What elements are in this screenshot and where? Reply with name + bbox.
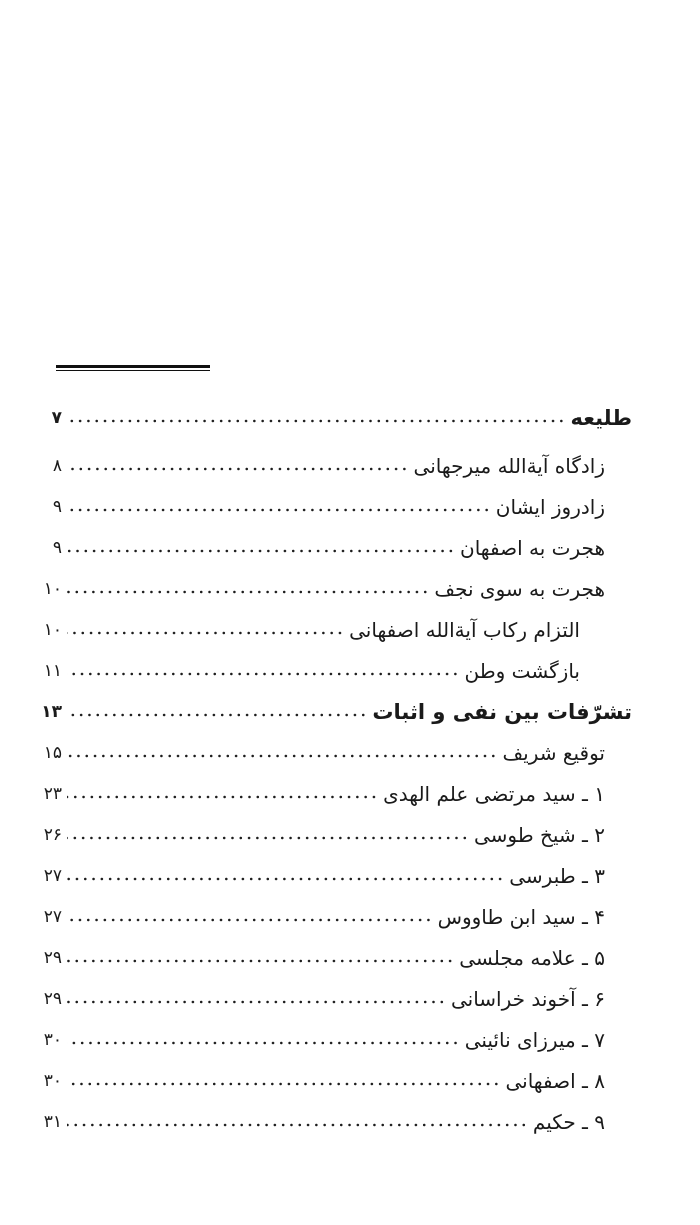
dot-leader [67,1030,460,1050]
toc-entry [38,773,632,814]
toc-entry [38,650,632,691]
toc-entry [38,1101,632,1142]
toc-entry [38,978,632,1019]
toc-entry-title: ۵ ـ علامه مجلسی [459,945,605,970]
toc-entry-title: طلیعه [570,405,632,430]
dot-leader [67,538,455,558]
toc-entry-page-number: ۲۶ [43,824,62,845]
toc-entry [38,568,632,609]
toc-entry-title: هجرت به اصفهان [460,535,605,560]
dot-leader [67,408,565,428]
toc-entry-title: هجرت به سوی نجف [434,576,605,601]
dot-leader [67,456,409,476]
toc-entry-title: ۹ ـ حکیم [532,1109,605,1134]
toc-entry-page-number: ۲۷ [43,906,62,927]
dot-leader [67,1112,528,1132]
toc-entry [38,397,632,438]
dot-leader [67,948,454,968]
toc-entry [38,609,632,650]
dot-leader [67,661,460,681]
dot-leader [67,702,367,722]
toc-entry-page-number: ۱۵ [43,742,62,763]
toc-entry-page-number: ۲۹ [43,988,62,1009]
toc-entry-page-number: ۹ [52,496,62,517]
toc-entry [38,896,632,937]
toc-entry-page-number: ۱۰ [43,619,62,640]
toc-entry-page-number: ۲۷ [43,865,62,886]
toc-entry-title: ۴ ـ سید ابن طاووس [437,904,605,929]
toc-entry-title: ۸ ـ اصفهانی [505,1068,605,1093]
toc-entry-title: زادروز ایشان [495,494,605,519]
toc-entry [38,1060,632,1101]
toc-entry-page-number: ۷ [51,407,62,428]
toc-entry [38,855,632,896]
toc-entry-page-number: ۱۱ [43,660,62,681]
toc-entry-page-number: ۱۰ [43,578,62,599]
toc-entry-page-number: ۹ [52,537,62,558]
toc-entry-title: تشرّفات بین نفی و اثبات [372,699,632,724]
toc-entry [38,691,632,732]
toc-entry-title: ۲ ـ شیخ طوسی [473,822,605,847]
toc-entry-page-number: ۸ [52,455,62,476]
toc-entry-page-number: ۳۰ [43,1070,62,1091]
toc-entry-title: ۷ ـ میرزای نائینی [464,1027,605,1052]
toc-entry-page-number: ۲۳ [43,783,62,804]
section-separator-rule [56,365,210,371]
dot-leader [67,784,378,804]
dot-leader [67,866,504,886]
toc-entry-title: بازگشت وطن [464,658,580,683]
dot-leader [67,579,429,599]
dot-leader [67,743,497,763]
toc-entry [38,937,632,978]
dot-leader [67,497,491,517]
toc-entry-page-number: ۳۰ [43,1029,62,1050]
toc-entry [38,1019,632,1060]
toc-entry-page-number: ۱۳ [41,701,62,722]
toc-entry [38,732,632,773]
toc-entry [38,445,632,486]
dot-leader [67,1071,500,1091]
toc-entry-title: ۳ ـ طبرسی [509,863,605,888]
dot-leader [67,620,344,640]
toc-entry-page-number: ۲۹ [43,947,62,968]
table-of-contents [38,397,632,1142]
toc-entry [38,527,632,568]
dot-leader [67,989,446,1009]
toc-entry-title: ۶ ـ آخوند خراسانی [450,986,605,1011]
toc-entry [38,486,632,527]
toc-entry-title: زادگاه آیة‌الله میرجهانی [413,453,605,478]
toc-entry-title: توقیع شریف [502,740,605,765]
toc-entry [38,814,632,855]
toc-entry-page-number: ۳۱ [43,1111,62,1132]
dot-leader [67,907,433,927]
dot-leader [67,825,469,845]
toc-entry-title: ۱ ـ سید مرتضی علم الهدی [383,781,605,806]
toc-entry-title: التزام رکاب آیة‌الله اصفهانی [349,617,580,642]
